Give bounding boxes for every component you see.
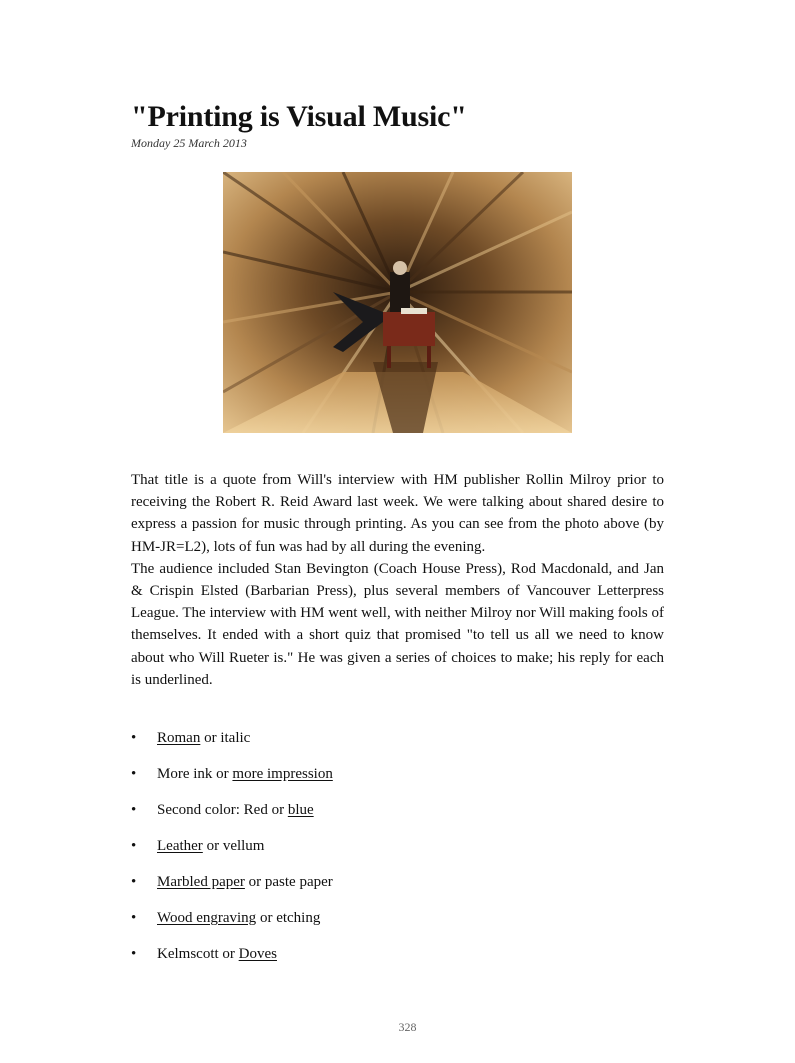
chosen-option: Doves <box>238 946 277 962</box>
chosen-option: more impression <box>232 766 333 782</box>
chosen-option: Wood engraving <box>157 910 257 926</box>
option: paste paper <box>264 874 333 890</box>
paragraph: The audience included Stan Bevington (Coach House Press), Rod Macdonald, and Jan & Crispin Elsted (Barbarian Press), plus several members of Vancouver Letterpress League. The interview with HM went well, with neither Milroy nor Will making fools of themselves. It ended with a short quiz that promised "to tell us all we need to know about who Will Rueter is." He was given a series of choices to make; his reply for each is underlined. <box>131 560 664 688</box>
choices-list <box>131 727 333 979</box>
bullet: • <box>131 874 137 890</box>
bullet: • <box>131 946 137 962</box>
post-date: Monday 25 March 2013 <box>131 136 247 150</box>
separator: or <box>267 802 288 818</box>
list-item <box>131 799 333 835</box>
page-number: 328 <box>398 1020 417 1034</box>
list-item <box>131 907 333 943</box>
option: vellum <box>222 838 265 854</box>
bullet: • <box>131 838 137 854</box>
option: More ink <box>157 766 213 782</box>
bullet: • <box>131 766 137 782</box>
article-body <box>131 469 664 691</box>
photo-image <box>223 172 572 433</box>
chosen-option: blue <box>287 802 314 818</box>
separator: or <box>212 766 233 782</box>
option: italic <box>220 730 251 746</box>
option: Kelmscott <box>157 946 219 962</box>
separator: or <box>218 946 239 962</box>
list-item <box>131 871 333 907</box>
page-title: "Printing is Visual Music" <box>131 100 467 133</box>
list-item <box>131 943 333 979</box>
list-item <box>131 835 333 871</box>
option: Red <box>243 802 268 818</box>
separator: or <box>202 838 223 854</box>
paragraph: That title is a quote from Will's interview with HM publisher Rollin Milroy prior to receiving the Robert R. Reid Award last week. We were talking about shared desire to express a passion for music through printing. As you can see from the photo above (by HM-JR=L2), lots of fun was had by all during the evening. <box>131 472 664 555</box>
chosen-option: Roman <box>157 730 201 746</box>
bullet: • <box>131 730 137 746</box>
option: etching <box>276 910 321 926</box>
separator: or <box>200 730 221 746</box>
bullet: • <box>131 910 137 926</box>
separator: or <box>244 874 265 890</box>
chosen-option: Leather <box>157 838 203 854</box>
chosen-option: Marbled paper <box>157 874 245 890</box>
choice-prefix: Second color: <box>157 802 244 818</box>
list-item <box>131 763 333 799</box>
article-photo <box>223 172 572 433</box>
bullet: • <box>131 802 137 818</box>
separator: or <box>256 910 277 926</box>
list-item <box>131 727 333 763</box>
